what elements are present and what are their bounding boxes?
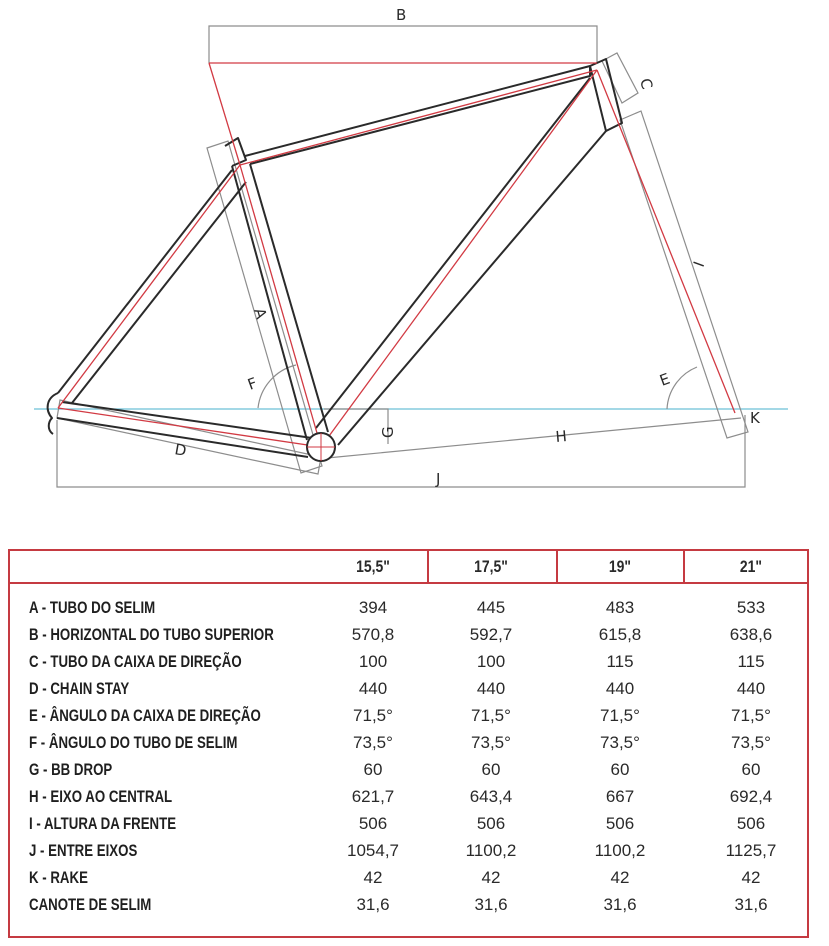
dimension-lines bbox=[57, 26, 748, 487]
label-j: J bbox=[436, 470, 441, 488]
row-value: 445 bbox=[476, 598, 506, 617]
row-value: 60 bbox=[741, 760, 761, 779]
label-e: E bbox=[657, 369, 673, 390]
row-value: 71,5° bbox=[353, 706, 393, 725]
row-label: A - TUBO DO SELIM bbox=[29, 598, 156, 617]
row-value: 1054,7 bbox=[347, 841, 399, 860]
table-row bbox=[10, 812, 807, 839]
table-row bbox=[10, 623, 807, 650]
label-d: D bbox=[173, 440, 188, 460]
table-row bbox=[10, 650, 807, 677]
row-value: 483 bbox=[605, 598, 635, 617]
column-divider bbox=[556, 551, 558, 583]
row-value: 42 bbox=[741, 868, 761, 887]
label-h: H bbox=[554, 427, 568, 446]
row-value: 506 bbox=[476, 814, 506, 833]
bottom-bracket bbox=[307, 433, 335, 461]
row-label: H - EIXO AO CENTRAL bbox=[29, 787, 173, 806]
row-value: 692,4 bbox=[729, 787, 773, 806]
geometry-spec-table bbox=[8, 549, 809, 938]
table-row bbox=[10, 704, 807, 731]
row-value: 621,7 bbox=[351, 787, 395, 806]
row-label: CANOTE DE SELIM bbox=[29, 895, 152, 914]
row-value: 42 bbox=[481, 868, 501, 887]
row-value: 440 bbox=[605, 679, 635, 698]
row-value: 592,7 bbox=[469, 625, 513, 644]
row-label: I - ALTURA DA FRENTE bbox=[29, 814, 177, 833]
row-value: 440 bbox=[358, 679, 388, 698]
row-value: 440 bbox=[476, 679, 506, 698]
row-label: J - ENTRE EIXOS bbox=[29, 841, 138, 860]
row-label: E - ÂNGULO DA CAIXA DE DIREÇÃO bbox=[29, 706, 261, 725]
label-k: K bbox=[750, 409, 760, 427]
label-c: C bbox=[636, 76, 657, 92]
row-value: 71,5° bbox=[471, 706, 511, 725]
row-value: 100 bbox=[358, 652, 388, 671]
row-value: 73,5° bbox=[731, 733, 771, 752]
table-row bbox=[10, 758, 807, 785]
table-row bbox=[10, 785, 807, 812]
row-label: B - HORIZONTAL DO TUBO SUPERIOR bbox=[29, 625, 274, 644]
row-value: 1100,2 bbox=[594, 841, 646, 860]
row-label: K - RAKE bbox=[29, 868, 88, 887]
label-b: B bbox=[396, 6, 407, 24]
row-label: G - BB DROP bbox=[29, 760, 113, 779]
row-value: 31,6 bbox=[474, 895, 508, 914]
table-row bbox=[10, 596, 807, 623]
row-value: 506 bbox=[605, 814, 635, 833]
row-value: 100 bbox=[476, 652, 506, 671]
row-value: 60 bbox=[481, 760, 501, 779]
row-value: 506 bbox=[736, 814, 766, 833]
row-label: F - ÂNGULO DO TUBO DE SELIM bbox=[29, 733, 238, 752]
row-value: 31,6 bbox=[603, 895, 637, 914]
label-i: I bbox=[689, 259, 709, 270]
row-label: C - TUBO DA CAIXA DE DIREÇÃO bbox=[29, 652, 242, 671]
size-header-1: 15,5" bbox=[356, 557, 390, 576]
row-value: 73,5° bbox=[471, 733, 511, 752]
row-value: 73,5° bbox=[353, 733, 393, 752]
size-header-2: 17,5" bbox=[474, 557, 508, 576]
row-value: 31,6 bbox=[356, 895, 390, 914]
size-header-4: 21" bbox=[739, 557, 763, 576]
row-value: 533 bbox=[736, 598, 766, 617]
row-value: 667 bbox=[605, 787, 635, 806]
label-f: F bbox=[245, 373, 260, 394]
row-value: 42 bbox=[610, 868, 630, 887]
header-divider bbox=[10, 582, 807, 584]
row-value: 1125,7 bbox=[725, 841, 777, 860]
row-value: 60 bbox=[363, 760, 383, 779]
table-row bbox=[10, 731, 807, 758]
row-value: 570,8 bbox=[351, 625, 395, 644]
row-value: 615,8 bbox=[598, 625, 642, 644]
row-value: 506 bbox=[358, 814, 388, 833]
table-row bbox=[10, 839, 807, 866]
table-row bbox=[10, 866, 807, 893]
column-divider bbox=[427, 551, 429, 583]
row-value: 31,6 bbox=[734, 895, 768, 914]
row-value: 71,5° bbox=[731, 706, 771, 725]
row-value: 638,6 bbox=[729, 625, 773, 644]
size-header-3: 19" bbox=[608, 557, 632, 576]
label-a: A bbox=[250, 305, 271, 321]
table-row bbox=[10, 893, 807, 920]
row-value: 440 bbox=[736, 679, 766, 698]
row-value: 394 bbox=[358, 598, 388, 617]
label-g: G bbox=[379, 426, 397, 438]
row-value: 73,5° bbox=[600, 733, 640, 752]
table-row bbox=[10, 677, 807, 704]
row-value: 71,5° bbox=[600, 706, 640, 725]
row-value: 115 bbox=[606, 652, 634, 671]
frame-centerlines bbox=[58, 63, 735, 447]
row-value: 643,4 bbox=[469, 787, 513, 806]
row-value: 42 bbox=[363, 868, 383, 887]
row-label: D - CHAIN STAY bbox=[29, 679, 130, 698]
row-value: 115 bbox=[737, 652, 765, 671]
row-value: 60 bbox=[610, 760, 630, 779]
row-value: 1100,2 bbox=[465, 841, 517, 860]
frame-outline bbox=[48, 59, 622, 457]
column-divider bbox=[683, 551, 685, 583]
